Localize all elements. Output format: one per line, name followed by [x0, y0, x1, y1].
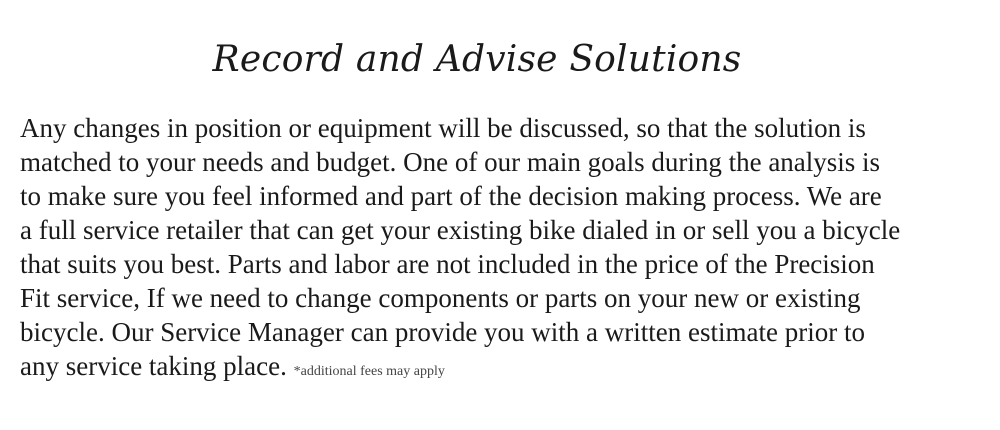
section-heading: Record and Advise Solutions [212, 39, 742, 80]
body-line: Fit service, If we need to change components or parts on your new or existing [20, 283, 861, 313]
body-line-text: any service taking place. [20, 351, 287, 381]
body-line: a full service retailer that can get your existing bike dialed in or sell you a bicycle [20, 215, 901, 245]
body-line: bicycle. Our Service Manager can provide you with a written estimate prior to [20, 317, 865, 347]
body-line: to make sure you feel informed and part of the decision making process. We are [20, 181, 882, 211]
body-paragraph [20, 111, 982, 389]
body-line-last [20, 349, 982, 389]
additional-fees-note: *additional fees may apply [293, 364, 445, 379]
body-line: Any changes in position or equipment will be discussed, so that the solution is [20, 113, 866, 143]
body-line: that suits you best. Parts and labor are not included in the price of the Precision [20, 249, 875, 279]
body-line: matched to your needs and budget. One of our main goals during the analysis is [20, 147, 881, 177]
